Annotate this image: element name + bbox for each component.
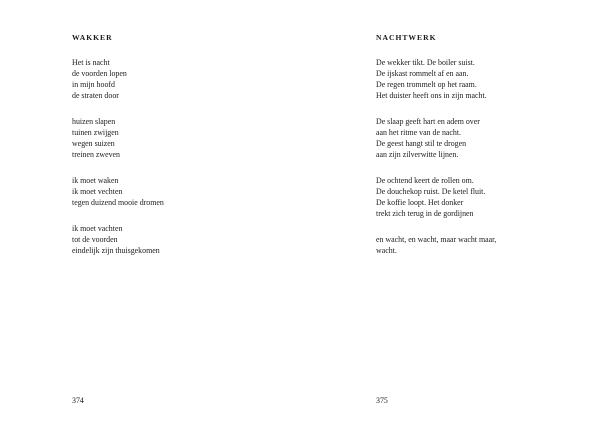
poem-line: tuinen zwijgen: [72, 128, 119, 137]
poem-line: ik moet vechten: [72, 187, 123, 196]
poem-line: huizen slapen: [72, 117, 116, 126]
poem-line: de voorden lopen: [72, 69, 127, 78]
poem-line: De wekker tikt. De boiler suist.: [376, 58, 475, 67]
page-number: 374: [72, 396, 84, 405]
stanza: [376, 116, 496, 160]
stanza: [72, 116, 164, 160]
poem-line: wacht.: [376, 246, 397, 255]
poem-body: [72, 57, 164, 271]
poem-line: aan het ritme van de nacht.: [376, 128, 462, 137]
poem-line: aan zijn zilverwitte lijnen.: [376, 150, 459, 159]
right-page: [300, 0, 600, 432]
poem-line: wegen suizen: [72, 139, 115, 148]
poem-line: trekt zich terug in de gordijnen: [376, 209, 474, 218]
poem-line: ik moet waken: [72, 176, 119, 185]
poem-line: en wacht, en wacht, maar wacht maar,: [376, 235, 497, 244]
poem-title: WAKKER: [72, 33, 113, 42]
stanza: [376, 234, 496, 256]
poem-line: De koffie loopt. Het donker: [376, 198, 464, 207]
poem-line: De douchekop ruist. De ketel fluit.: [376, 187, 486, 196]
stanza: [376, 175, 496, 219]
poem-line: de straten door: [72, 91, 119, 100]
poem-body: [376, 57, 496, 271]
poem-line: eindelijk zijn thuisgekomen: [72, 246, 160, 255]
stanza: [376, 57, 496, 101]
stanza: [72, 223, 164, 256]
stanza: [72, 175, 164, 208]
page-number: 375: [376, 396, 388, 405]
poem-line: De ochtend keert de rollen om.: [376, 176, 474, 185]
poem-line: ik moet vachten: [72, 224, 123, 233]
poem-line: De ijskast rommelt af en aan.: [376, 69, 469, 78]
poem-line: tot de voorden: [72, 235, 118, 244]
poem-line: De geest hangt stil te drogen: [376, 139, 467, 148]
poem-line: De slaap geeft hart en adem over: [376, 117, 480, 126]
poem-line: tegen duizend mooie dromen: [72, 198, 164, 207]
poem-line: De regen trommelt op het raam.: [376, 80, 477, 89]
poem-line: treinen zweven: [72, 150, 120, 159]
poem-title: NACHTWERK: [376, 33, 437, 42]
poem-line: Het is nacht: [72, 58, 110, 67]
poem-line: Het duister heeft ons in zijn macht.: [376, 91, 487, 100]
poem-line: in mijn hoofd: [72, 80, 115, 89]
stanza: [72, 57, 164, 101]
